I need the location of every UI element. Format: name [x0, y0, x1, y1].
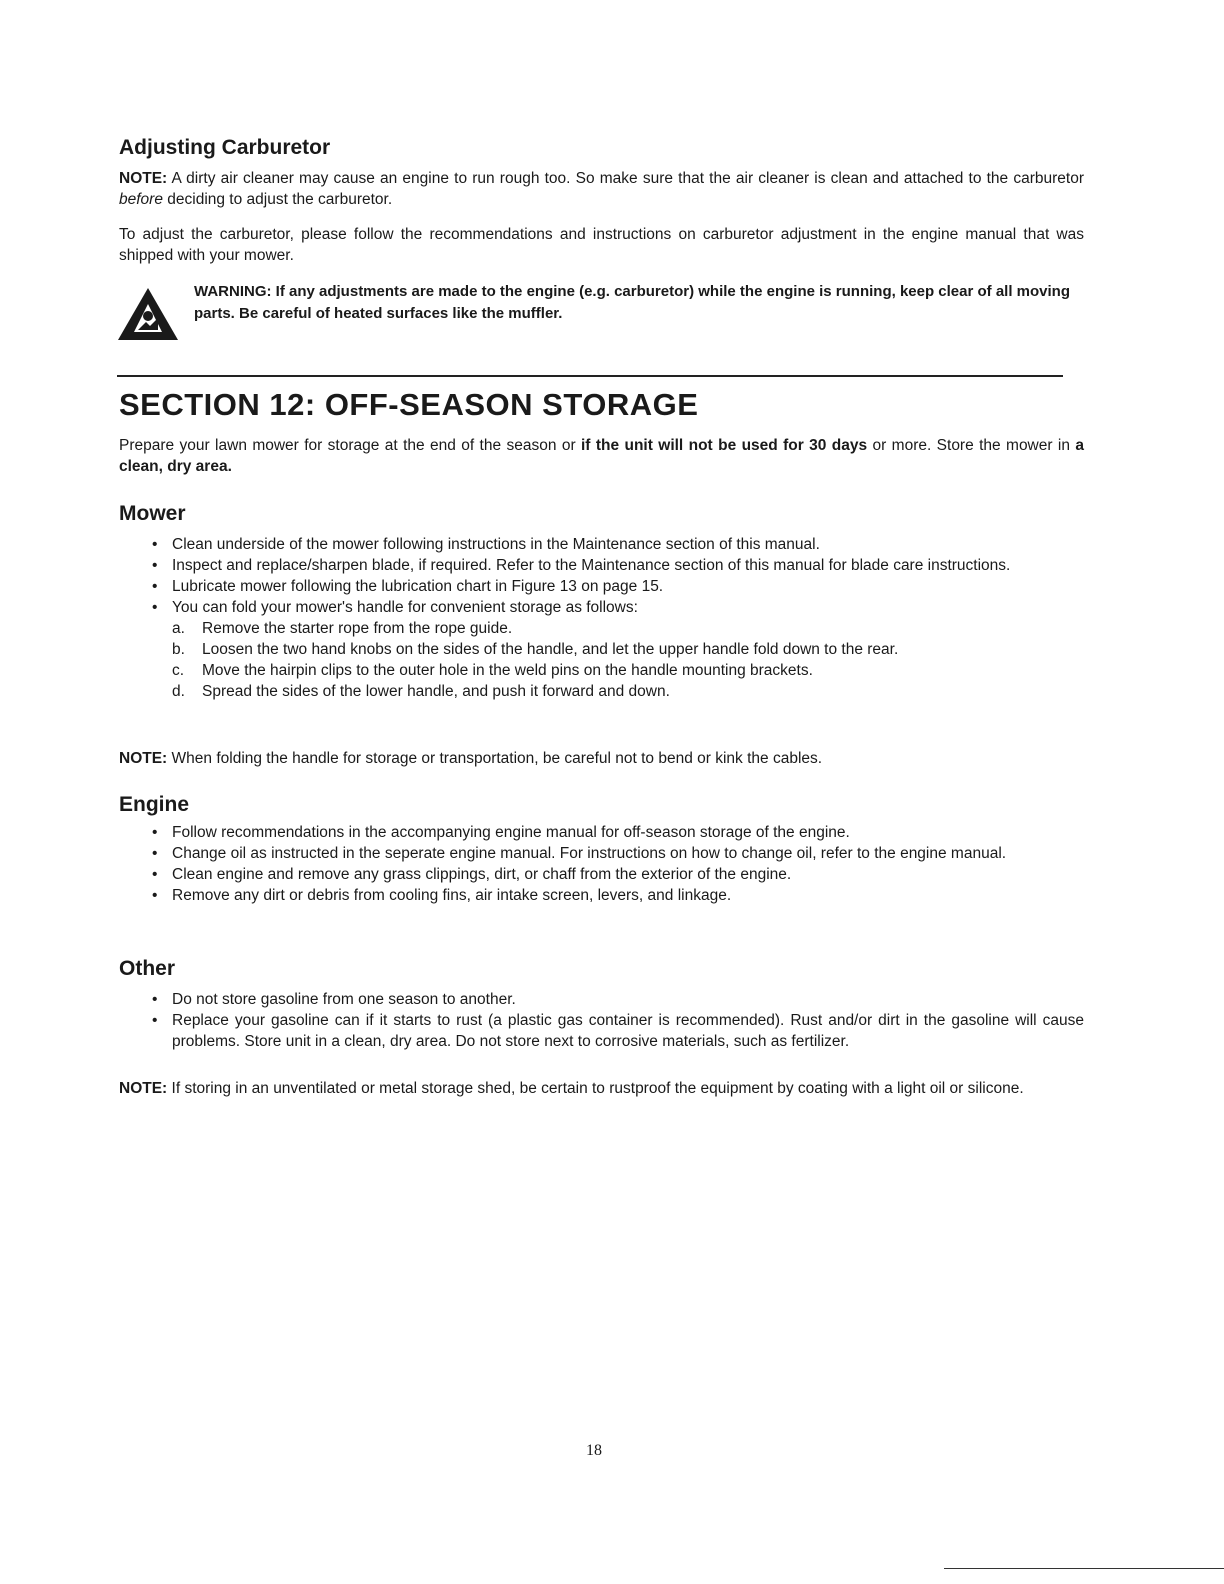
warning-label: WARNING: — [194, 283, 272, 300]
warning-body: If any adjustments are made to the engine (e.g. carburetor) while the engine is running, keep clear of all moving parts. Be careful of heated surfaces like the muffler. — [194, 283, 1071, 322]
list-item: • Change oil as instructed in the seperate engine manual. For instructions on how to change oil, refer to the engine manual. — [152, 843, 1084, 864]
note-text: A dirty air cleaner may cause an engine to run rough too. So make sure that the air cleaner is clean and attached to the carburetor — [167, 170, 1084, 187]
list-item: • Follow recommendations in the accompanying engine manual for off-season storage of the engine. — [152, 822, 1084, 843]
warning-text — [194, 281, 1074, 325]
list-item: • Lubricate mower following the lubrication chart in Figure 13 on page 15. — [152, 576, 1084, 597]
note-label: NOTE: — [119, 1080, 168, 1097]
other-list — [152, 989, 1084, 1052]
note-emphasis: before — [119, 191, 163, 208]
note-label: NOTE: — [119, 750, 168, 767]
intro-text: Prepare your lawn mower for storage at the end of the season or — [119, 437, 581, 454]
section-divider — [117, 375, 1063, 377]
mower-heading: Mower — [119, 502, 186, 525]
carburetor-note — [119, 168, 1084, 210]
section-title: SECTION 12: OFF-SEASON STORAGE — [119, 387, 699, 422]
mower-list — [152, 534, 1084, 702]
step-text: Move the hairpin clips to the outer hole in the weld pins on the handle mounting brackets. — [202, 662, 813, 679]
fold-step — [172, 639, 1084, 660]
list-item: • Remove any dirt or debris from cooling fins, air intake screen, levers, and linkage. — [152, 885, 1084, 906]
intro-bold: a clean, dry area. — [119, 437, 1084, 475]
intro-text: or more. Store the mower in — [867, 437, 1076, 454]
fold-step — [172, 681, 1084, 702]
list-item — [152, 597, 1084, 702]
intro-bold: if the unit will not be used for 30 days — [581, 437, 868, 454]
section-intro — [119, 435, 1084, 477]
list-item: • Clean underside of the mower following instructions in the Maintenance section of this manual. — [152, 534, 1084, 555]
fold-step — [172, 660, 1084, 681]
warning-triangle-icon — [116, 286, 180, 342]
step-text: Loosen the two hand knobs on the sides of the handle, and let the upper handle fold down to the rear. — [202, 641, 899, 658]
corner-rule — [944, 1568, 1224, 1569]
step-letter: d. — [172, 683, 185, 700]
note-label: NOTE: — [119, 170, 168, 187]
list-item: • Do not store gasoline from one season to another. — [152, 989, 1084, 1010]
step-letter: c. — [172, 662, 185, 679]
fold-step — [172, 618, 1084, 639]
list-item: • Clean engine and remove any grass clippings, dirt, or chaff from the exterior of the engine. — [152, 864, 1084, 885]
note-text: When folding the handle for storage or transportation, be careful not to bend or kink the cables. — [167, 750, 823, 767]
list-item: • Inspect and replace/sharpen blade, if required. Refer to the Maintenance section of this manual for blade care instructions. — [152, 555, 1084, 576]
fold-steps-list — [172, 618, 1084, 702]
note-text: deciding to adjust the carburetor. — [162, 191, 393, 208]
mower-note — [119, 748, 1084, 769]
carburetor-heading: Adjusting Carburetor — [119, 136, 331, 159]
page-number: 18 — [586, 1442, 602, 1459]
engine-list — [152, 822, 1084, 906]
engine-heading: Engine — [119, 793, 190, 816]
note-text: If storing in an unventilated or metal storage shed, be certain to rustproof the equipment by coating with a light oil or silicone. — [167, 1080, 1024, 1097]
other-note — [119, 1078, 1084, 1099]
step-text: Spread the sides of the lower handle, and push it forward and down. — [202, 683, 670, 700]
list-item-text: You can fold your mower's handle for convenient storage as follows: — [172, 599, 638, 616]
step-letter: b. — [172, 641, 185, 658]
step-text: Remove the starter rope from the rope guide. — [202, 620, 513, 637]
list-item: • Replace your gasoline can if it starts to rust (a plastic gas container is recommended). Rust and/or dirt in the gasoline will cause problems. Store unit in a clean, dry area. Do not store next to corrosive materials, such as fertilizer. — [152, 1010, 1084, 1052]
other-heading: Other — [119, 957, 176, 980]
step-letter: a. — [172, 620, 185, 637]
carburetor-paragraph: To adjust the carburetor, please follow the recommendations and instructions on carburetor adjustment in the engine manual that was shipped with your mower. — [119, 226, 1084, 264]
